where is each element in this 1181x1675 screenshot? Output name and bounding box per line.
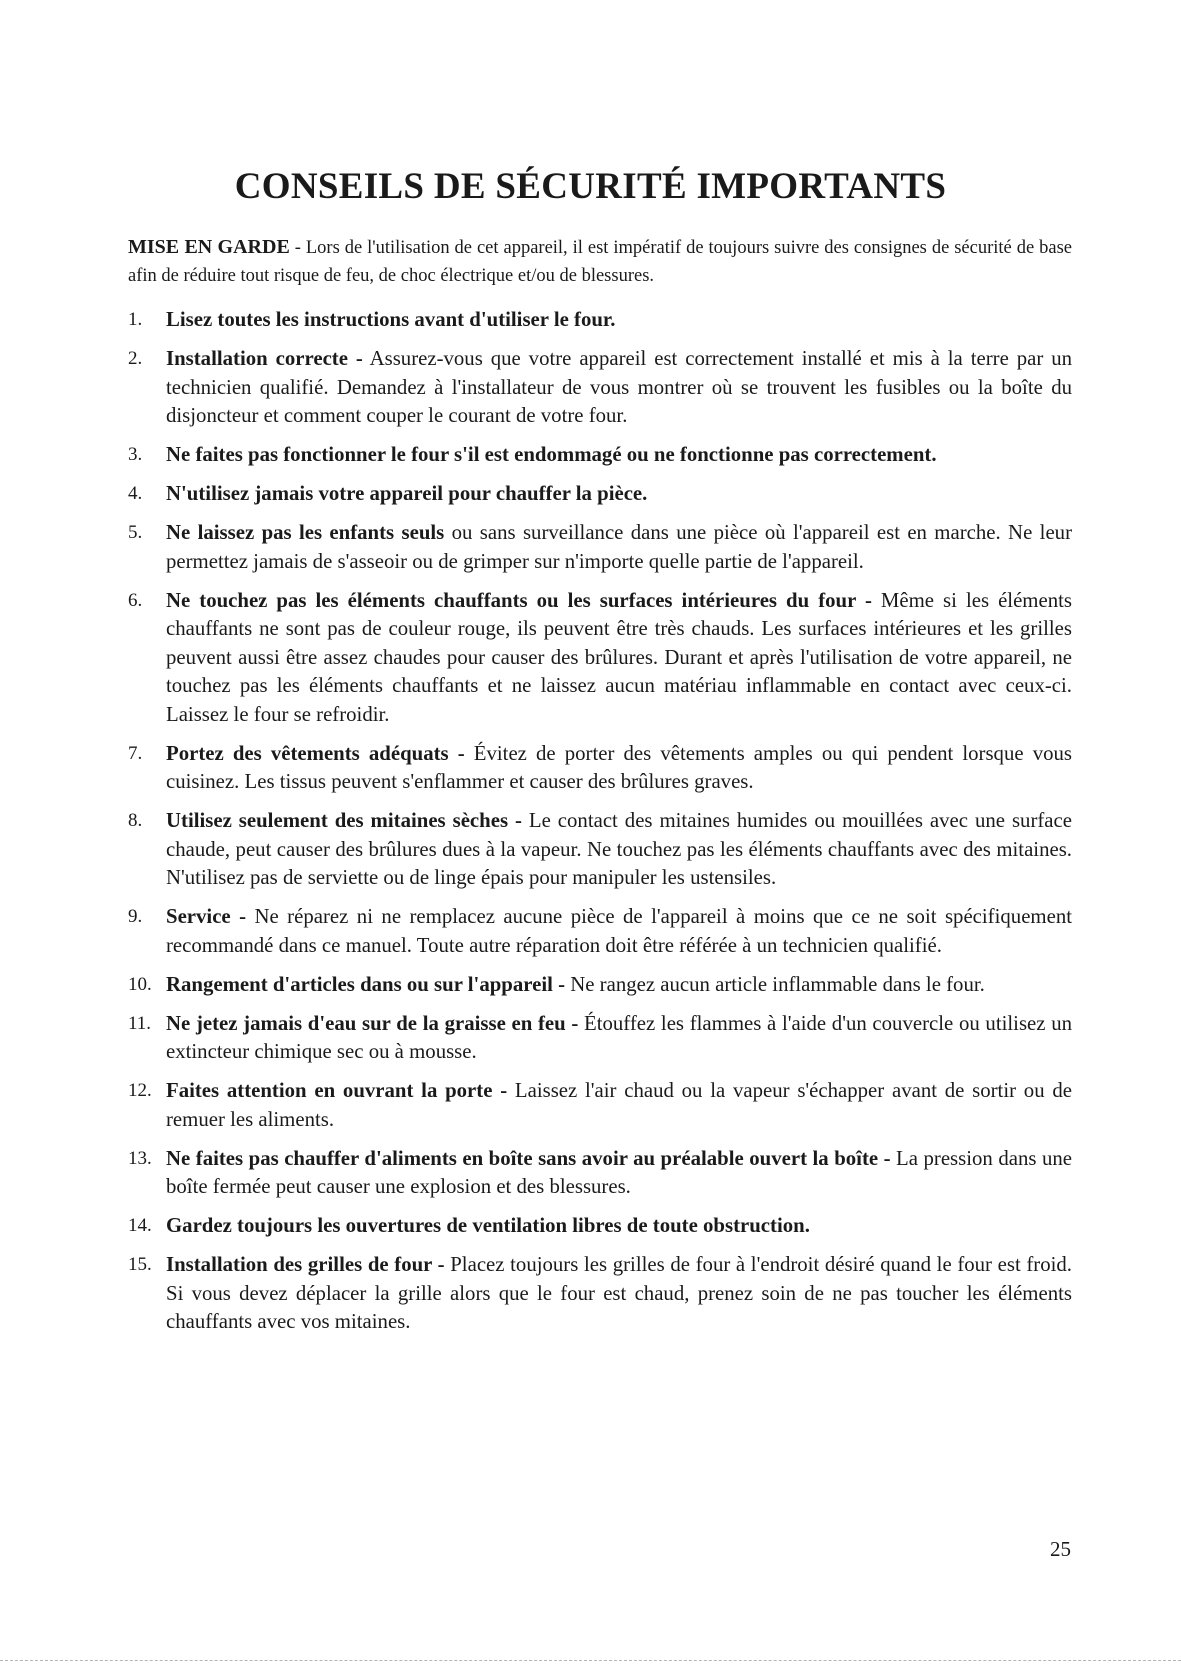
instruction-heading: Ne touchez pas les éléments chauffants ou les surfaces intérieures du four -: [166, 588, 872, 612]
instruction-number: 11.: [128, 1012, 152, 1034]
instruction-heading: Lisez toutes les instructions avant d'utiliser le four.: [166, 308, 616, 331]
instruction-heading: Service -: [166, 905, 247, 928]
instruction-heading: Ne faites pas chauffer d'aliments en boîte sans avoir au préalable ouvert la boîte -: [166, 1146, 891, 1170]
warning-paragraph: [128, 233, 1072, 290]
instruction-body: [166, 1251, 1072, 1337]
instruction-number: 6.: [128, 589, 143, 611]
instruction-number: 2.: [128, 348, 143, 369]
safety-instructions-list: [128, 306, 1072, 1347]
instruction-heading: Ne jetez jamais d'eau sur de la graisse en feu -: [166, 1011, 579, 1035]
instruction-heading: Installation correcte -: [166, 347, 363, 370]
instruction-text: Le contact des mitaines humides ou mouillées avec une surface chaude, peut causer des brûlures dues à la vapeur. Ne touchez pas les éléments chauffants avec des mitaines. N'utilisez pas de serviette ou de linge épais pour manipuler les ustensiles.: [166, 809, 1072, 889]
instruction-item: [128, 587, 1072, 730]
instruction-body: [166, 807, 1072, 893]
instruction-number: 14.: [128, 1215, 152, 1236]
instruction-heading: Utilisez seulement des mitaines sèches -: [166, 809, 522, 832]
instruction-heading: Gardez toujours les ouvertures de ventilation libres de toute obstruction.: [166, 1214, 810, 1237]
instruction-body: [166, 740, 1072, 797]
instruction-text: Placez toujours les grilles de four à l'endroit désiré quand le four est froid. Si vous devez déplacer la grille alors que le four est chaud, prenez soin de ne pas toucher les éléments chauffants avec vos mitaines.: [166, 1253, 1072, 1333]
instruction-number: 4.: [128, 483, 143, 504]
instruction-item: [128, 903, 1072, 960]
instruction-number: 1.: [128, 309, 143, 330]
instruction-body: [166, 587, 1072, 730]
instruction-text: La pression dans une boîte fermée peut causer une explosion et des blessures.: [166, 1146, 1072, 1198]
instruction-item: [128, 1145, 1072, 1202]
instruction-body: [166, 903, 1072, 960]
instruction-body: [166, 441, 1072, 470]
instruction-text: Ne réparez ni ne remplacez aucune pièce de l'appareil à moins que ce ne soit spécifiquement recommandé dans ce manuel. Toute autre réparation doit être référée à un technicien qualifié.: [166, 905, 1073, 957]
instruction-item: [128, 519, 1072, 576]
instruction-item: [128, 740, 1072, 797]
instruction-body: [166, 306, 1072, 335]
instruction-number: 9.: [128, 906, 143, 927]
instruction-text: Même si les éléments chauffants ne sont pas de couleur rouge, ils peuvent être très chauds. Les surfaces intérieures et les grilles peuvent aussi être assez chaudes pour causer des brûlures. Durant et après l'utilisation de votre appareil, ne touchez pas les éléments chauffants et ne laissez aucun matériau inflammable en contact avec ceux-ci. Laissez le four se refroidir.: [166, 588, 1072, 726]
instruction-heading: Rangement d'articles dans ou sur l'appareil -: [166, 972, 566, 996]
instruction-body: [166, 1010, 1072, 1067]
instruction-heading: Ne faites pas fonctionner le four s'il est endommagé ou ne fonctionne pas correctement.: [166, 443, 937, 466]
instruction-item: [128, 1077, 1072, 1134]
page-title: CONSEILS DE SÉCURITÉ IMPORTANTS: [234, 166, 947, 207]
instruction-text: Laissez l'air chaud ou la vapeur s'échapper avant de sortir ou de remuer les aliments.: [166, 1079, 1072, 1131]
instruction-item: [128, 807, 1072, 893]
instruction-heading: Installation des grilles de four -: [166, 1253, 445, 1276]
instruction-body: [166, 1212, 1072, 1241]
instruction-text: Évitez de porter des vêtements amples ou qui pendent lorsque vous cuisinez. Les tissus peuvent s'enflammer et causer des brûlures graves.: [166, 741, 1072, 793]
instruction-item: [128, 1212, 1072, 1241]
instruction-item: [128, 441, 1072, 470]
instruction-body: [166, 519, 1072, 576]
instruction-body: [166, 480, 1072, 509]
instruction-item: [128, 971, 1072, 1000]
warning-text: - Lors de l'utilisation de cet appareil, il est impératif de toujours suivre des consignes de sécurité de base afin de réduire tout risque de feu, de choc électrique et/ou de blessures.: [128, 238, 1072, 286]
instruction-item: [128, 1251, 1072, 1337]
instruction-body: [166, 1077, 1072, 1134]
instruction-number: 7.: [128, 742, 143, 764]
instruction-body: [166, 345, 1072, 431]
instruction-number: 8.: [128, 810, 143, 831]
instruction-heading: Portez des vêtements adéquats -: [166, 741, 465, 765]
instruction-item: [128, 306, 1072, 335]
instruction-body: [166, 971, 1072, 1000]
scan-edge-divider: [0, 1660, 1181, 1661]
instruction-text: Étouffez les flammes à l'aide d'un couvercle ou utilisez un extincteur chimique sec ou à mousse.: [166, 1011, 1072, 1063]
instruction-item: [128, 1010, 1072, 1067]
instruction-number: 13.: [128, 1147, 152, 1169]
page-number: 25: [1050, 1537, 1071, 1561]
instruction-text: Assurez-vous que votre appareil est correctement installé et mis à la terre par un technicien qualifié. Demandez à l'installateur de vous montrer où se trouvent les fusibles ou la boîte du disjoncteur et comment couper le courant de votre four.: [166, 347, 1072, 427]
instruction-heading: Ne laissez pas les enfants seuls: [166, 521, 445, 544]
instruction-body: [166, 1145, 1072, 1202]
instruction-number: 12.: [128, 1080, 152, 1101]
instruction-number: 15.: [128, 1254, 152, 1275]
instruction-item: [128, 345, 1072, 431]
instruction-number: 10.: [128, 973, 152, 995]
instruction-text: Ne rangez aucun article inflammable dans le four.: [565, 972, 985, 996]
instruction-number: 3.: [128, 444, 143, 465]
warning-lead: MISE EN GARDE: [128, 236, 290, 258]
instruction-item: [128, 480, 1072, 509]
instruction-text: ou sans surveillance dans une pièce où l'appareil est en marche. Ne leur permettez jamais de s'asseoir ou de grimper sur n'importe quelle partie de l'appareil.: [166, 521, 1072, 573]
instruction-number: 5.: [128, 522, 143, 543]
instruction-heading: N'utilisez jamais votre appareil pour chauffer la pièce.: [166, 482, 648, 505]
instruction-heading: Faites attention en ouvrant la porte -: [166, 1079, 508, 1102]
